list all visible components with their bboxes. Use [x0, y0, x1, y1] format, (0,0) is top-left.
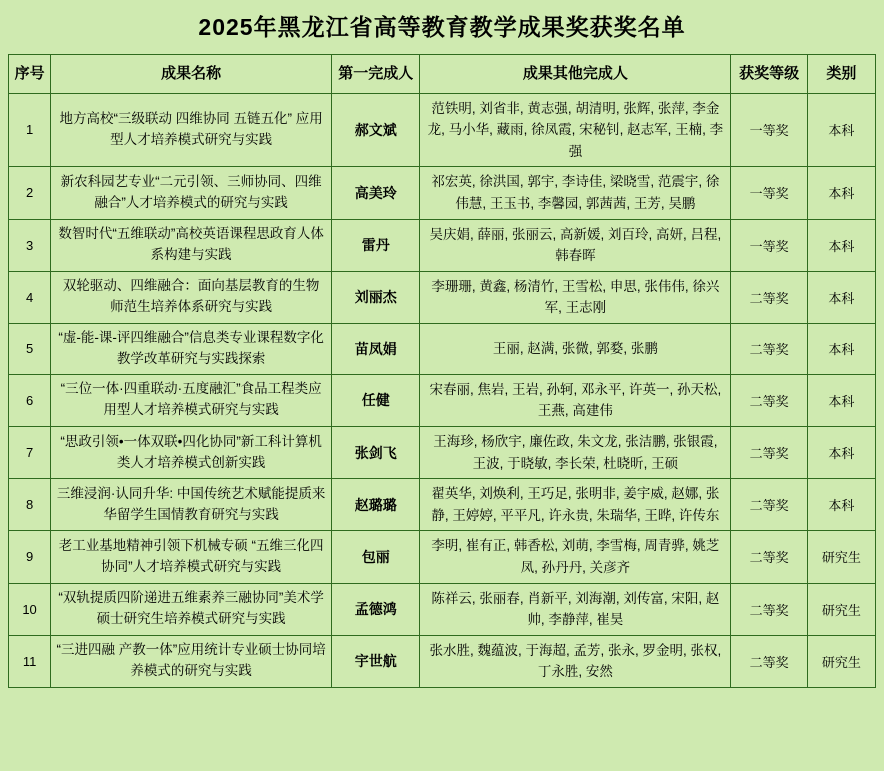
cell-first-author: 包丽 — [332, 531, 420, 583]
cell-category: 本科 — [807, 167, 875, 219]
cell-first-author: 孟德鸿 — [332, 583, 420, 635]
cell-category: 研究生 — [807, 583, 875, 635]
cell-category: 本科 — [807, 479, 875, 531]
cell-index: 9 — [9, 531, 51, 583]
cell-name: 三维浸润·认同升华: 中国传统艺术赋能提质来华留学生国情教育研究与实践 — [51, 479, 332, 531]
cell-index: 6 — [9, 374, 51, 426]
cell-award-level: 一等奖 — [731, 167, 807, 219]
cell-index: 3 — [9, 219, 51, 271]
cell-first-author: 郝文斌 — [332, 93, 420, 167]
cell-first-author: 苗凤娟 — [332, 323, 420, 374]
table-row — [9, 583, 876, 635]
table-row — [9, 374, 876, 426]
cell-other-authors: 吴庆娟, 薛丽, 张丽云, 高新媛, 刘百玲, 高妍, 吕程, 韩春晖 — [420, 219, 731, 271]
cell-other-authors: 王海珍, 杨欣宇, 廉佐政, 朱文龙, 张洁鹏, 张银霞, 王波, 于晓敏, 李长荣, 杜晓昕, 王硕 — [420, 426, 731, 478]
table-row — [9, 635, 876, 687]
cell-index: 2 — [9, 167, 51, 219]
cell-award-level: 二等奖 — [731, 323, 807, 374]
cell-index: 1 — [9, 93, 51, 167]
cell-category: 本科 — [807, 374, 875, 426]
cell-award-level: 二等奖 — [731, 531, 807, 583]
page-title: 2025年黑龙江省高等教育教学成果奖获奖名单 — [198, 14, 686, 40]
cell-other-authors: 张水胜, 魏蕴波, 于海超, 孟芳, 张永, 罗金明, 张权, 丁永胜, 安然 — [420, 635, 731, 687]
cell-award-level: 二等奖 — [731, 271, 807, 323]
award-list-table — [8, 54, 876, 688]
cell-index: 4 — [9, 271, 51, 323]
cell-award-level: 二等奖 — [731, 374, 807, 426]
table-row — [9, 323, 876, 374]
cell-category: 本科 — [807, 219, 875, 271]
cell-index: 8 — [9, 479, 51, 531]
cell-name: 老工业基地精神引领下机械专硕 “五维三化四协同”人才培养模式研究与实践 — [51, 531, 332, 583]
cell-category: 本科 — [807, 93, 875, 167]
cell-name: “双轨提质四阶递进五维素养三融协同”美术学硕士研究生培养模式研究与实践 — [51, 583, 332, 635]
cell-award-level: 一等奖 — [731, 93, 807, 167]
table-row — [9, 426, 876, 478]
cell-name: 数智时代“五维联动”高校英语课程思政育人体系构建与实践 — [51, 219, 332, 271]
table-body — [9, 93, 876, 687]
cell-first-author: 刘丽杰 — [332, 271, 420, 323]
cell-first-author: 高美玲 — [332, 167, 420, 219]
cell-other-authors: 王丽, 赵满, 张微, 郭婺, 张鹏 — [420, 323, 731, 374]
cell-first-author: 宇世航 — [332, 635, 420, 687]
cell-name: “三进四融 产教一体”应用统计专业硕士协同培养模式的研究与实践 — [51, 635, 332, 687]
cell-other-authors: 李明, 崔有正, 韩香松, 刘萌, 李雪梅, 周青骅, 姚芝凤, 孙丹丹, 关彦齐 — [420, 531, 731, 583]
column-header-index: 序号 — [9, 54, 51, 93]
cell-other-authors: 翟英华, 刘焕利, 王巧足, 张明非, 姜宇威, 赵娜, 张静, 王婷婷, 平平凡, 许永贵, 朱瑞华, 王晔, 许传东 — [420, 479, 731, 531]
cell-name: 双轮驱动、四维融合：面向基层教育的生物师范生培养体系研究与实践 — [51, 271, 332, 323]
cell-index: 11 — [9, 635, 51, 687]
cell-award-level: 二等奖 — [731, 426, 807, 478]
table-row — [9, 271, 876, 323]
column-header-other-authors: 成果其他完成人 — [420, 54, 731, 93]
cell-category: 研究生 — [807, 635, 875, 687]
table-row — [9, 93, 876, 167]
column-header-first-author: 第一完成人 — [332, 54, 420, 93]
cell-first-author: 雷丹 — [332, 219, 420, 271]
cell-other-authors: 宋春丽, 焦岩, 王岩, 孙轲, 邓永平, 许英一, 孙天松, 王燕, 高建伟 — [420, 374, 731, 426]
cell-award-level: 一等奖 — [731, 219, 807, 271]
cell-award-level: 二等奖 — [731, 635, 807, 687]
cell-category: 本科 — [807, 426, 875, 478]
cell-name: 地方高校“三级联动 四维协同 五链五化” 应用型人才培养模式研究与实践 — [51, 93, 332, 167]
cell-name: “虚-能-课-评四维融合”信息类专业课程数字化教学改革研究与实践探索 — [51, 323, 332, 374]
cell-first-author: 张剑飞 — [332, 426, 420, 478]
table-header-row — [9, 54, 876, 93]
cell-name: 新农科园艺专业“二元引领、三师协同、四维融合”人才培养模式的研究与实践 — [51, 167, 332, 219]
cell-other-authors: 陈祥云, 张丽春, 肖新平, 刘海潮, 刘传富, 宋阳, 赵帅, 李静萍, 崔昊 — [420, 583, 731, 635]
cell-other-authors: 祁宏英, 徐洪国, 郭宇, 李诗佳, 梁晓雪, 范震宇, 徐伟慧, 王玉书, 李馨园, 郭茜茜, 王芳, 吴鹏 — [420, 167, 731, 219]
cell-index: 10 — [9, 583, 51, 635]
table-row — [9, 167, 876, 219]
table-row — [9, 479, 876, 531]
cell-name: “三位一体·四重联动·五度融汇”食品工程类应用型人才培养模式研究与实践 — [51, 374, 332, 426]
cell-category: 本科 — [807, 323, 875, 374]
cell-first-author: 赵璐璐 — [332, 479, 420, 531]
cell-award-level: 二等奖 — [731, 479, 807, 531]
cell-name: “思政引领•一体双联•四化协同”新工科计算机类人才培养模式创新实践 — [51, 426, 332, 478]
cell-index: 5 — [9, 323, 51, 374]
column-header-category: 类别 — [807, 54, 875, 93]
table-row — [9, 219, 876, 271]
cell-category: 研究生 — [807, 531, 875, 583]
column-header-name: 成果名称 — [51, 54, 332, 93]
cell-other-authors: 范铁明, 刘省非, 黄志强, 胡清明, 张辉, 张萍, 李金龙, 马小华, 藏雨, 徐凤霞, 宋秘钊, 赵志军, 王楠, 李强 — [420, 93, 731, 167]
column-header-award-level: 获奖等级 — [731, 54, 807, 93]
cell-first-author: 任健 — [332, 374, 420, 426]
table-row — [9, 531, 876, 583]
cell-category: 本科 — [807, 271, 875, 323]
cell-index: 7 — [9, 426, 51, 478]
cell-award-level: 二等奖 — [731, 583, 807, 635]
cell-other-authors: 李珊珊, 黄鑫, 杨清竹, 王雪松, 申思, 张伟伟, 徐兴军, 王志刚 — [420, 271, 731, 323]
